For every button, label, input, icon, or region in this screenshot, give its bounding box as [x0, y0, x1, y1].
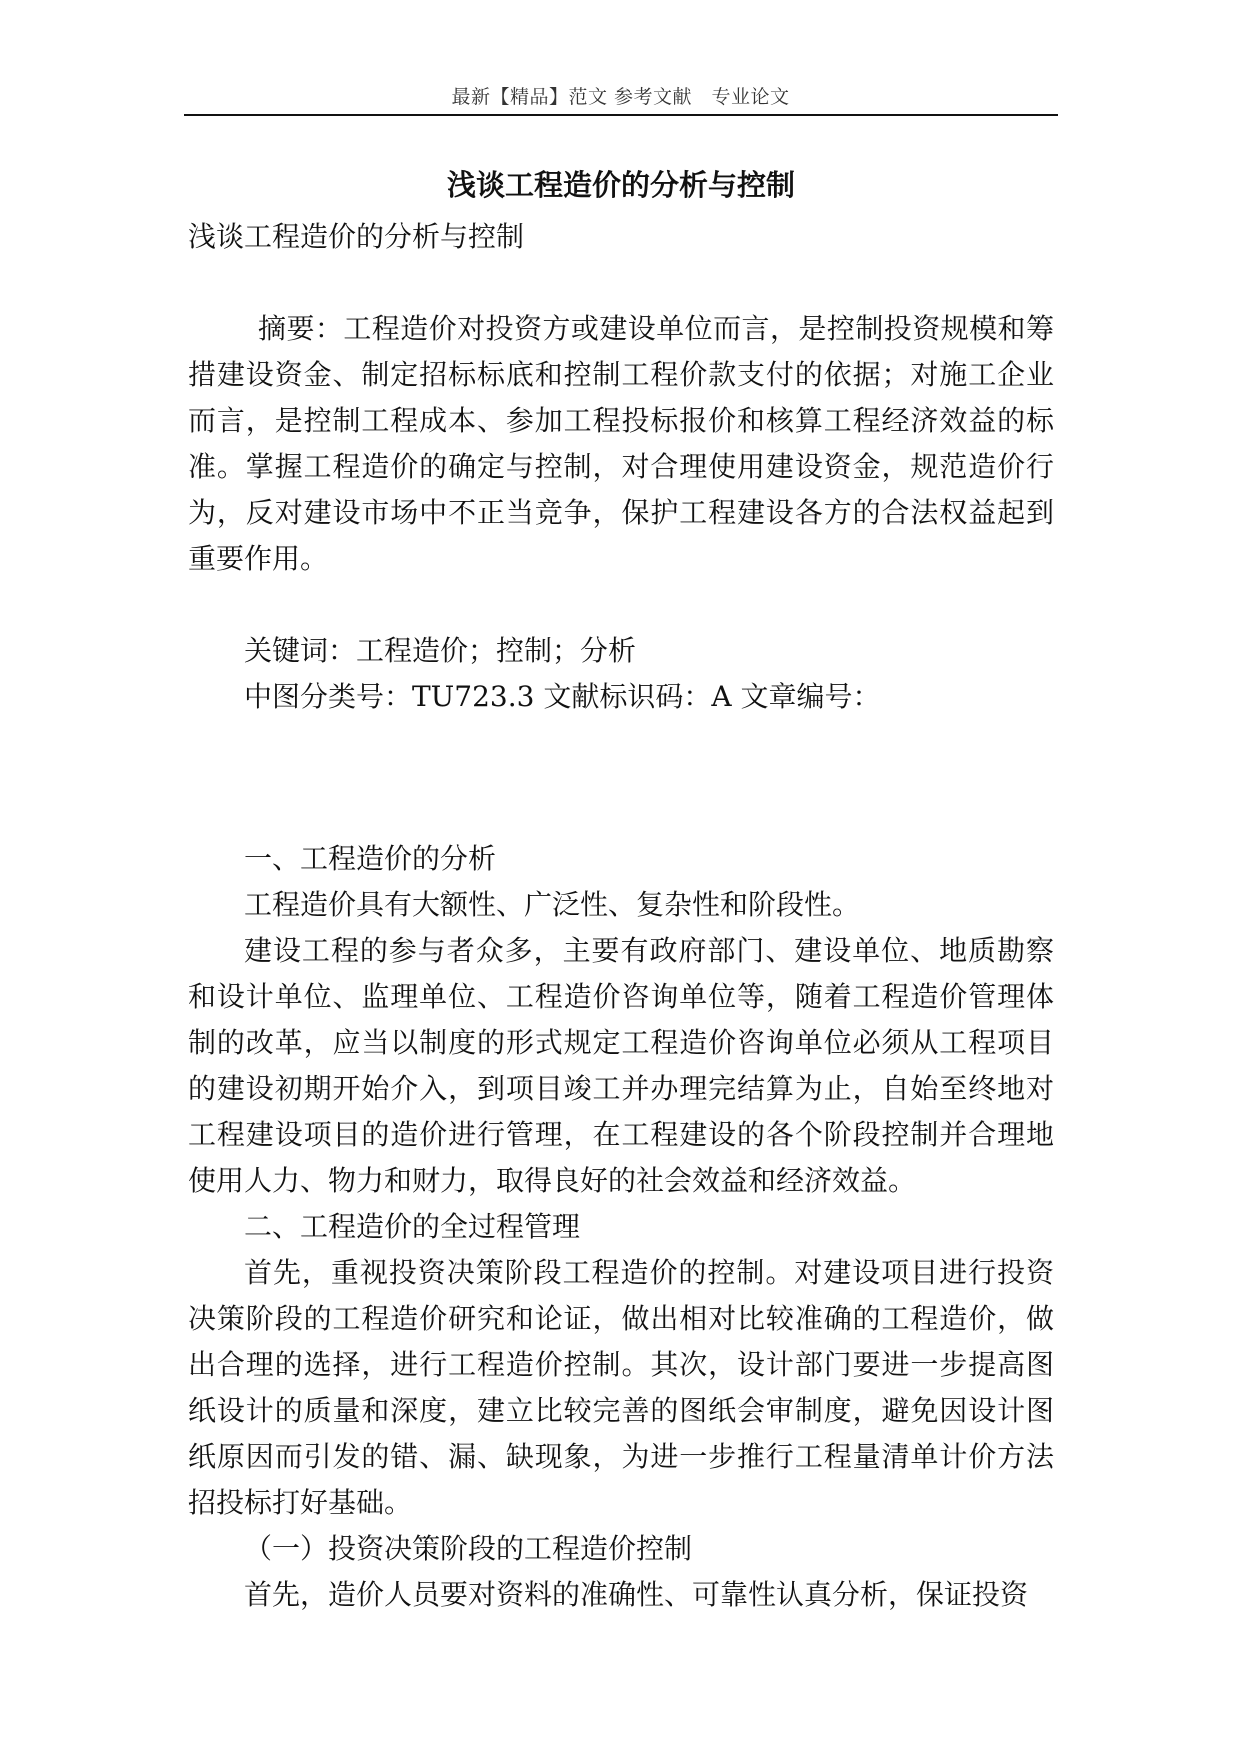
- analysis-summary-paragraph: 工程造价具有大额性、广泛性、复杂性和阶段性。: [244, 888, 861, 921]
- document-subtitle: 浅谈工程造价的分析与控制: [188, 220, 525, 253]
- section-spacer: [188, 720, 1054, 836]
- analysis-detail-paragraph: 建设工程的参与者众多，主要有政府部门、建设单位、地质勘察和设计单位、监理单位、工程造价咨询单位等，随着工程造价管理体制的改革，应当以制度的形式规定工程造价咨询单位必须从工程项目的建设初期开始介入，到项目竣工并办理完结算为止，自始至终地对工程建设项目的造价进行管理，在工程建设的各个阶段控制并合理地使用人力、物力和财力，取得良好的社会效益和经济效益。: [188, 934, 1054, 1197]
- abstract-paragraph: 摘要：工程造价对投资方或建设单位而言，是控制投资规模和筹措建设资金、制定招标标底和控制工程价款支付的依据；对施工企业而言，是控制工程成本、参加工程投标报价和核算工程经济效益的标准。掌握工程造价的确定与控制，对合理使用建设资金，规范造价行为，反对建设市场中不正当竞争，保护工程建设各方的合法权益起到重要作用。: [188, 312, 1054, 575]
- section-heading-analysis: 一、工程造价的分析: [244, 842, 497, 875]
- section-heading-process-management: 二、工程造价的全过程管理: [244, 1210, 581, 1243]
- document-body: [188, 156, 1054, 1618]
- process-management-paragraph: 首先，重视投资决策阶段工程造价的控制。对建设项目进行投资决策阶段的工程造价研究和论证，做出相对比较准确的工程造价，做出合理的选择，进行工程造价控制。其次，设计部门要进一步提高图纸设计的质量和深度，建立比较完善的图纸会审制度，避免因设计图纸原因而引发的错、漏、缺现象，为进一步推行工程量清单计价方法招投标打好基础。: [188, 1256, 1054, 1519]
- investment-decision-paragraph: 首先，造价人员要对资料的准确性、可靠性认真分析，保证投资: [244, 1578, 1029, 1611]
- classification-line: 中图分类号：TU723.3 文献标识码：A 文章编号：: [244, 680, 881, 713]
- subsection-heading-investment-decision: （一）投资决策阶段的工程造价控制: [244, 1532, 693, 1565]
- page-header: 最新【精品】范文 参考文献 专业论文: [451, 86, 790, 108]
- document-title: 浅谈工程造价的分析与控制: [446, 168, 795, 202]
- header-divider: [184, 114, 1058, 116]
- keywords-line: 关键词：工程造价；控制；分析: [244, 634, 637, 667]
